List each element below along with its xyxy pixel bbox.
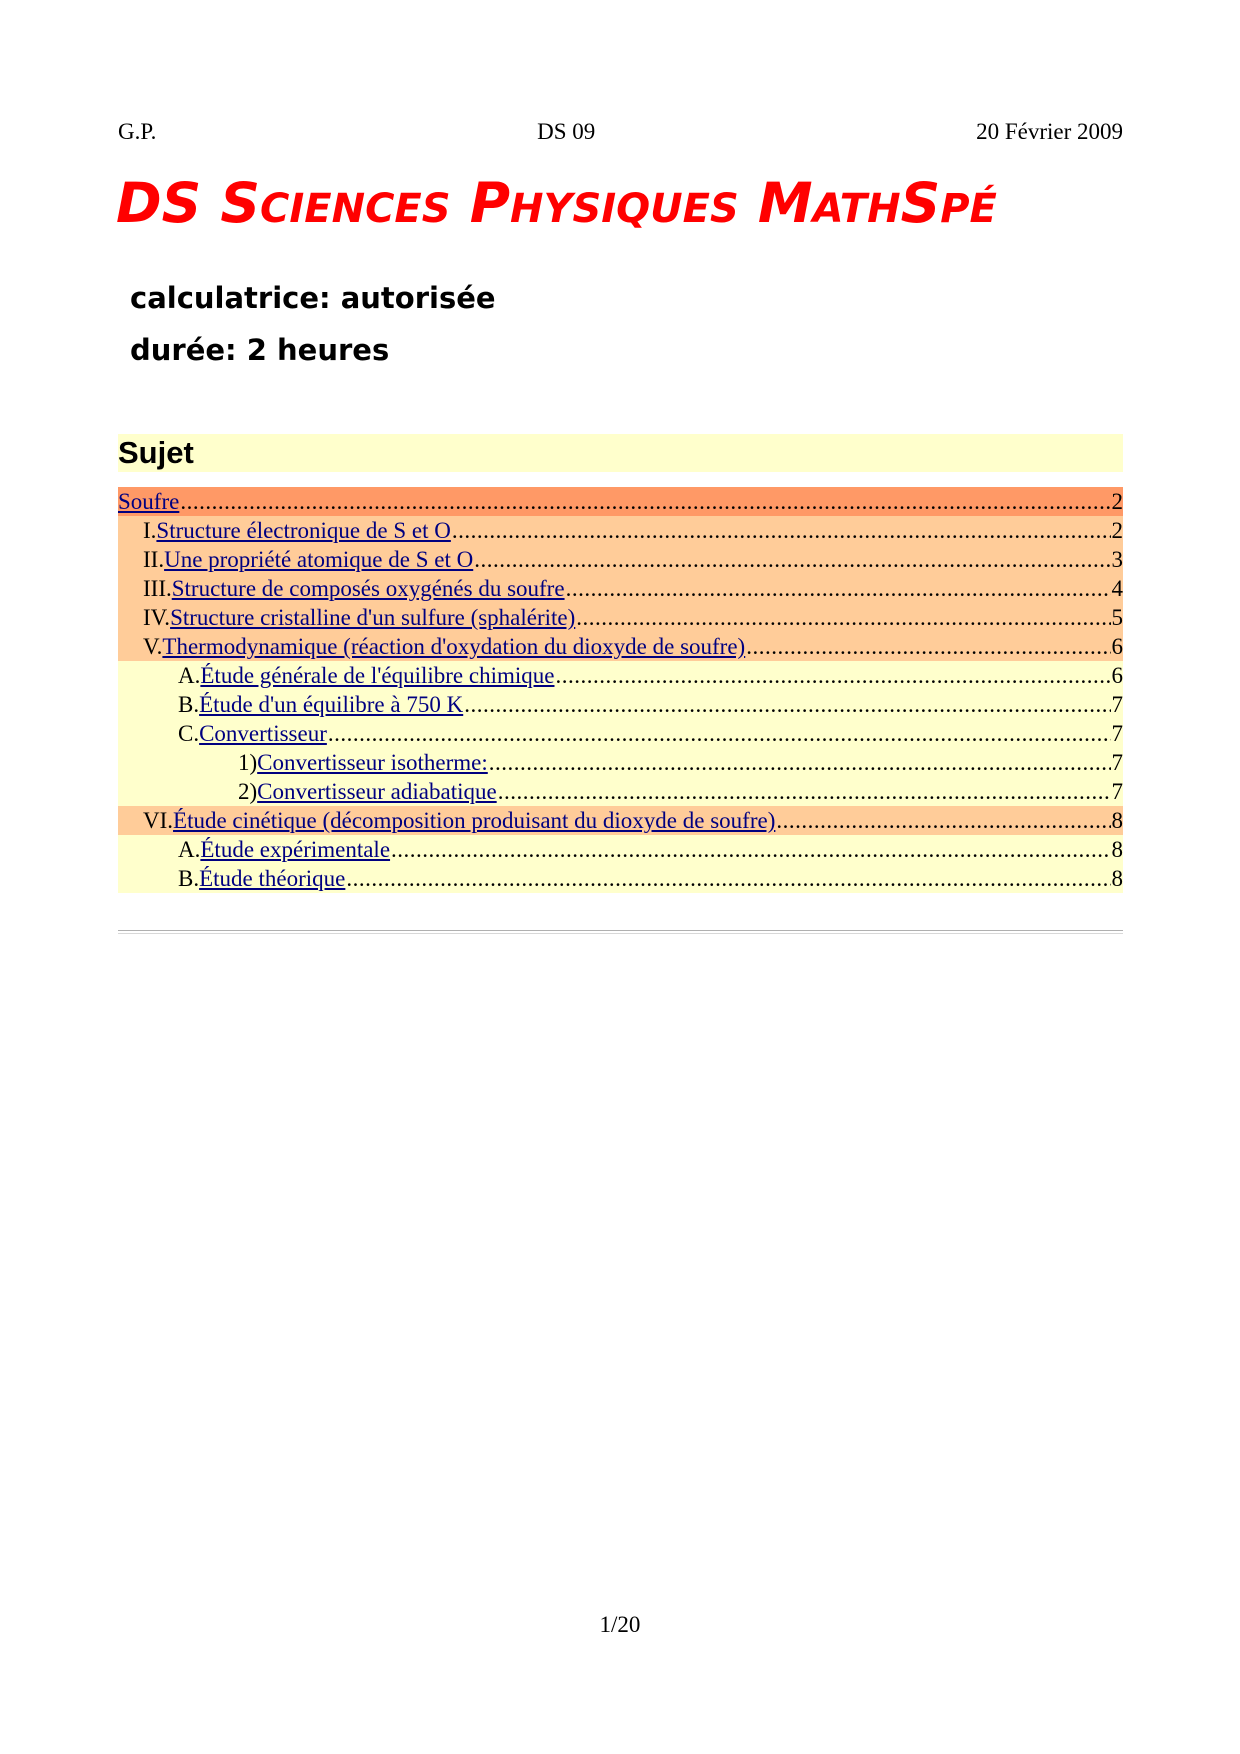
toc-entry-page: 7 — [1111, 721, 1123, 746]
toc-dot-leader — [498, 777, 1111, 806]
toc-entry-link[interactable]: Structure électronique de S et O — [156, 518, 451, 543]
toc-dot-leader — [346, 864, 1110, 893]
toc-entry-page: 6 — [1111, 634, 1123, 659]
section-heading-sujet: Sujet — [118, 434, 1123, 472]
toc-entry[interactable] — [118, 632, 1123, 661]
toc-entry[interactable] — [118, 719, 1123, 748]
toc-entry[interactable] — [118, 661, 1123, 690]
toc-entry[interactable] — [118, 603, 1123, 632]
toc-entry-number: B. — [178, 692, 200, 717]
toc-dot-leader — [474, 545, 1110, 574]
running-header — [118, 119, 1123, 145]
toc-entry[interactable] — [118, 748, 1123, 777]
toc-entry-link[interactable]: Structure de composés oxygénés du soufre — [171, 576, 565, 601]
toc-entry-number: VI. — [143, 808, 174, 833]
toc-entry-page: 7 — [1111, 750, 1123, 775]
toc-entry-link[interactable]: Structure cristalline d'un sulfure (sphalérite) — [170, 605, 576, 630]
toc-entry-link[interactable]: Étude cinétique (décomposition produisant du dioxyde de soufre) — [173, 808, 776, 833]
toc-entry-link[interactable]: Thermodynamique (réaction d'oxydation du dioxyde de soufre) — [162, 634, 746, 659]
toc-entry-number: I. — [143, 518, 157, 543]
toc-entry-page: 8 — [1111, 866, 1123, 891]
toc-entry-page: 2 — [1111, 518, 1123, 543]
toc-entry-number: A. — [178, 663, 201, 688]
toc-entry-number: C. — [178, 721, 200, 746]
header-author: G.P. — [118, 119, 157, 144]
title-part: S — [900, 171, 941, 235]
toc-entry-number: V. — [143, 634, 163, 659]
document-title — [116, 171, 997, 235]
horizontal-rule — [118, 930, 1123, 934]
title-part: HYSIQUES — [510, 186, 739, 232]
duration-info: durée: 2 heures — [130, 333, 390, 367]
toc-dot-leader — [328, 719, 1111, 748]
toc-entry[interactable] — [118, 806, 1123, 835]
toc-dot-leader — [180, 487, 1110, 516]
header-exam-id: DS 09 — [537, 119, 596, 144]
toc-dot-leader — [576, 603, 1110, 632]
toc-entry-number: IV. — [143, 605, 171, 630]
toc-entry-link[interactable]: Soufre — [118, 489, 180, 514]
header-date: 20 Février 2009 — [976, 119, 1123, 144]
toc-dot-leader — [452, 516, 1111, 545]
toc-entry-link[interactable]: Étude théorique — [199, 866, 346, 891]
toc-entry-link[interactable]: Étude expérimentale — [200, 837, 391, 862]
toc-entry-link[interactable]: Convertisseur — [199, 721, 327, 746]
page-number: 1/20 — [599, 1612, 641, 1637]
toc-dot-leader — [464, 690, 1110, 719]
toc-entry-page: 7 — [1111, 779, 1123, 804]
toc-entry-number: II. — [143, 547, 165, 572]
toc-entry-link[interactable]: Une propriété atomique de S et O — [164, 547, 474, 572]
toc-dot-leader — [746, 632, 1110, 661]
title-part: DS S — [116, 171, 261, 235]
toc-entry[interactable] — [118, 574, 1123, 603]
toc-entry[interactable] — [118, 690, 1123, 719]
toc-entry-page: 6 — [1111, 663, 1123, 688]
toc-entry-number: B. — [178, 866, 200, 891]
title-part: PÉ — [940, 186, 997, 232]
toc-entry-number: 1) — [238, 750, 258, 775]
toc-entry-page: 8 — [1111, 837, 1123, 862]
toc-entry[interactable] — [118, 777, 1123, 806]
toc-entry-link[interactable]: Étude d'un équilibre à 750 K — [199, 692, 464, 717]
title-part: CIENCES — [260, 186, 451, 232]
toc-entry-number: 2) — [238, 779, 258, 804]
toc-entry-link[interactable]: Étude générale de l'équilibre chimique — [200, 663, 555, 688]
toc-entry[interactable] — [118, 487, 1123, 516]
toc-entry[interactable] — [118, 835, 1123, 864]
toc-entry-page: 3 — [1111, 547, 1123, 572]
toc-entry-number: A. — [178, 837, 201, 862]
toc-dot-leader — [776, 806, 1110, 835]
calculator-info: calculatrice: autorisée — [130, 281, 496, 315]
toc-entry-page: 8 — [1111, 808, 1123, 833]
toc-entry[interactable] — [118, 516, 1123, 545]
toc-dot-leader — [391, 835, 1110, 864]
title-part: M — [738, 171, 813, 235]
toc-entry-page: 2 — [1111, 489, 1123, 514]
toc-entry[interactable] — [118, 864, 1123, 893]
toc-dot-leader — [566, 574, 1111, 603]
toc-entry-number: III. — [143, 576, 172, 601]
toc-entry-link[interactable]: Convertisseur isotherme: — [257, 750, 488, 775]
table-of-contents — [118, 487, 1123, 893]
title-part: P — [450, 171, 511, 235]
toc-dot-leader — [555, 661, 1110, 690]
toc-dot-leader — [489, 748, 1111, 777]
toc-entry[interactable] — [118, 545, 1123, 574]
title-part: ATH — [812, 186, 901, 232]
toc-entry-page: 7 — [1111, 692, 1123, 717]
toc-entry-link[interactable]: Convertisseur adiabatique — [257, 779, 497, 804]
toc-entry-page: 4 — [1111, 576, 1123, 601]
toc-entry-page: 5 — [1111, 605, 1123, 630]
